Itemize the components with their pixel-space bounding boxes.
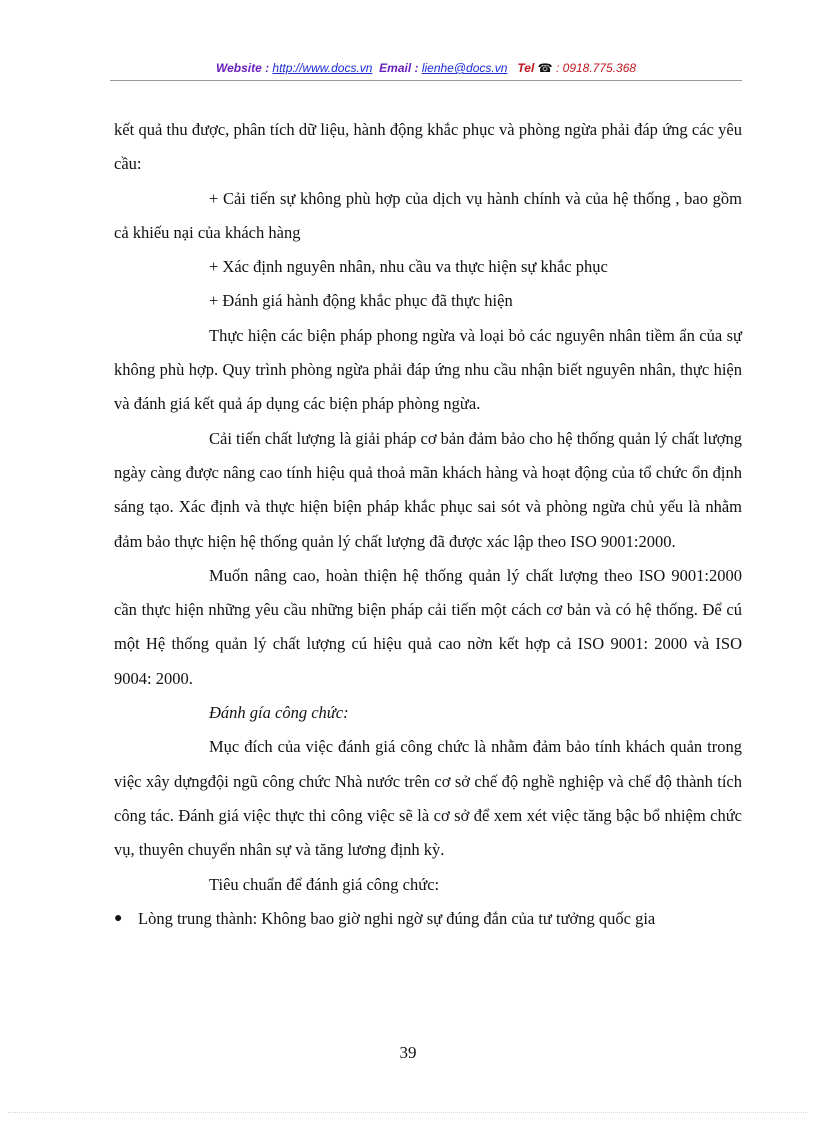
- page-number: 39: [399, 1043, 417, 1062]
- page-bottom-divider: [8, 1112, 808, 1113]
- tel-separator: :: [552, 61, 563, 75]
- paragraph: Muốn nâng cao, hoàn thiện hệ thống quản lý chất lượng theo ISO 9001:2000 cần thực hiện những yêu cầu những biện pháp cải tiến một cách cơ bản và có hệ thống. Để cú một Hệ thống quản lý chất lượng cú hiệu quả cao nờn kết hợp cả ISO 9001: 2000 và ISO 9004: 2000.: [114, 565, 742, 688]
- phone-icon: ☎: [537, 61, 553, 75]
- bullet-icon: ●: [114, 910, 123, 926]
- website-label: Website: [215, 61, 262, 75]
- page-header: [110, 58, 742, 81]
- paragraph: Cải tiến chất lượng là giải pháp cơ bản đảm bảo cho hệ thống quản lý chất lượng ngày càng được nâng cao tính hiệu quả thoả mãn khách hàng và hoạt động của tổ chức ổn định sáng tạo. Xác định và thực hiện biện pháp khắc phục sai sót và phòng ngừa chủ yếu là nhằm đảm bảo thực hiện hệ thống quản lý chất lượng đã được xác lập theo ISO 9001:2000.: [114, 428, 742, 551]
- website-link[interactable]: http://www.docs.vn: [272, 61, 373, 75]
- paragraph: Mục đích của việc đánh giá công chức là nhằm đảm bảo tính khách quản trong việc xây dựngđội ngũ công chức Nhà nước trên cơ sở chế độ nghề nghiệp và chế độ thành tích công tác. Đánh giá việc thực thi công việc sẽ là cơ sở để xem xét việc tăng bậc bổ nhiệm chức vụ, thuyên chuyển nhân sự và tăng lương định kỳ.: [114, 737, 742, 860]
- bullet-text: Lòng trung thành: Không bao giờ nghi ngờ sự đúng đắn của tư tưởng quốc gia: [138, 908, 656, 928]
- bullet-list-item: [114, 902, 742, 936]
- tel-number: 0918.775.368: [562, 61, 637, 75]
- email-link[interactable]: lienhe@docs.vn: [421, 61, 508, 75]
- section-heading: Đánh gía công chức:: [209, 703, 349, 723]
- paragraph: Thực hiện các biện pháp phong ngừa và loại bỏ các nguyên nhân tiềm ẩn của sự không phù hợp. Quy trình phòng ngừa phải đáp ứng nhu cầu nhận biết nguyên nhân, thực hiện và đánh giá kết quả áp dụng các biện pháp phòng ngừa.: [114, 325, 742, 414]
- email-separator: :: [411, 61, 422, 75]
- tel-label: Tel: [517, 61, 535, 75]
- document-body: [114, 113, 742, 936]
- paragraph: + Đánh giá hành động khắc phục đã thực hiện: [209, 291, 513, 311]
- paragraph: Tiêu chuẩn để đánh giá công chức:: [209, 874, 440, 894]
- paragraph: kết quả thu được, phân tích dữ liệu, hành động khắc phục và phòng ngừa phải đáp ứng các yêu cầu:: [114, 120, 742, 174]
- paragraph: + Xác định nguyên nhân, nhu cầu va thực hiện sự khắc phục: [209, 257, 608, 277]
- email-label: Email: [379, 61, 412, 75]
- paragraph: + Cải tiến sự không phù hợp của dịch vụ hành chính và của hệ thống , bao gồm cả khiếu nại của khách hàng: [114, 188, 742, 242]
- website-separator: :: [261, 61, 273, 75]
